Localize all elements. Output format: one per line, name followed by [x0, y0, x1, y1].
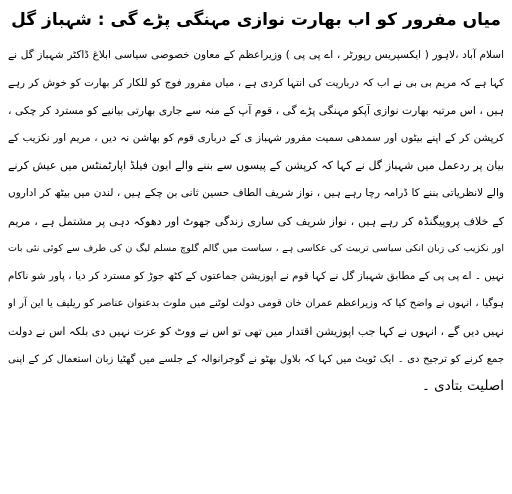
article-body-line: اسلام آباد ،لاہور ( ایکسپریس رپورٹر ، اے پی پی ) وزیراعظم کے معاون خصوصی سیاسی ابلاغ ڈاکٹر شہباز گل نے: [8, 49, 504, 61]
article-body-line: نہیں ۔ اے پی پی کے مطابق شہباز گل نے کہا قوم نے اپوزیشن جماعتوں کے کٹھ جوڑ کو مسترد کر دیا ، پاور شو ناکام: [8, 269, 504, 282]
article-body-line: کہا ہے کہ مریم بی بی نے اب کہ درباریت کی انتہا کردی ہے ، میاں مفرور فوج کو للکار کر بھارت کو خوش کر رہے: [8, 76, 504, 89]
article-body-line: والے لانظریاتی بننے کا ڈرامہ رچا رہے ہیں ، نواز شریف الطاف حسین ثانی بن چکے ہیں ، لندن میں بیٹھ کر اداروں: [8, 186, 504, 199]
article-body-line: جمع کرنے کو ترجیح دی ۔ ایک ٹویٹ میں کہا کہ بلاول بھٹو نے گوجرانوالہ کے جلسے میں گھٹیا زبان استعمال کر کے اپنی: [8, 353, 504, 365]
article-body-line: بیان پر ردعمل میں شہباز گل نے کہا کہ کرپشن کے پیسوں سے بننے والے ایون فیلڈ اپارٹمنٹس میں عیش کرنے: [8, 159, 504, 173]
article-headline: میاں مفرور کو اب بھارت نوازی مہنگی پڑے گی : شہباز گل: [11, 10, 501, 30]
article-body: [8, 42, 504, 401]
news-article: [8, 4, 504, 490]
article-body-line: اصلیت بتادی ۔: [421, 378, 504, 395]
article-body-line: ہیں ، اس مرتبہ بھارت نوازی آپکو مہنگی پڑے گی ، قوم آپ کے منہ سے جاری بھارتی بیانیے کو مسترد کر چکی ،: [8, 104, 504, 118]
article-body-line: اور نکزیب کی زبان انکی سیاسی تربیت کی عکاسی ہے ، سیاست میں گالم گلوچ مسلم لیگ ن کی طرف سے کوئی نئی بات: [8, 243, 504, 255]
article-body-line: نہیں دیں گے ، انہوں نے کہا جب اپوزیشن اقتدار میں تھی تو اس نے ووٹ کو عزت نہیں دی بلکہ اس نے دولت: [8, 324, 504, 338]
article-body-line: کے خلاف پروپیگنڈہ کر رہے ہیں ، نواز شریف کی ساری زندگی جھوٹ اور دھوکہ دہی پر مشتمل ہے ، مریم: [8, 214, 504, 228]
article-body-line: کرپشن کر کے اپنے بیٹوں اور سمدھی سمیت مفرور شہباز ی کے درباری قوم کو بھاشن نہ دیں ، مریم اور نکزیب کے: [8, 131, 504, 144]
article-body-line: ہوگیا ، انہوں نے واضح کیا کہ وزیراعظم عمران خان قومی دولت لوٹنے میں ملوث بدعنوان عناصر کو ریلیف یا این آر او: [8, 298, 504, 310]
